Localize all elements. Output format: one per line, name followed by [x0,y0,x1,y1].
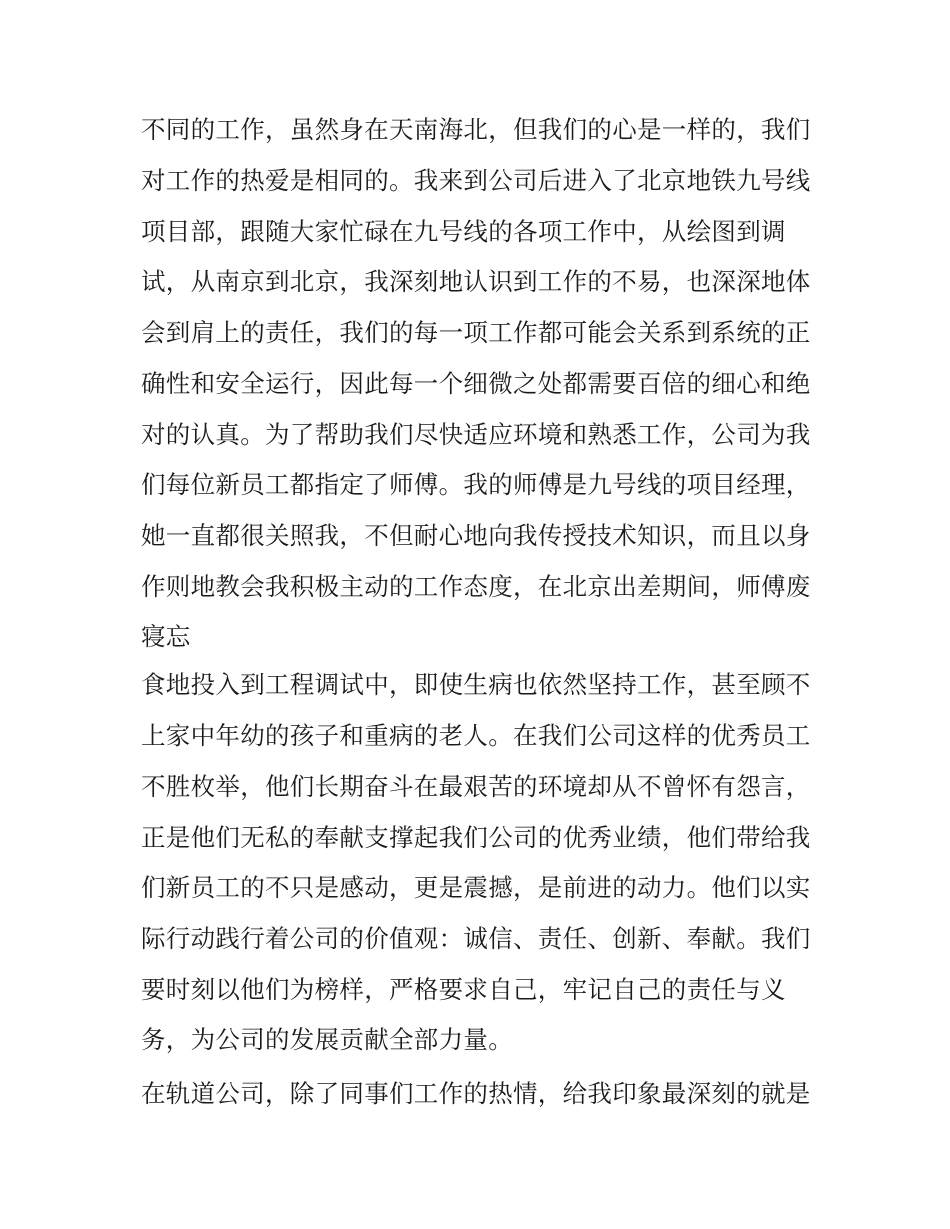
text-line: 要时刻以他们为榜样，严格要求自己，牢记自己的责任与义 [141,975,786,1004]
text-line: 寝忘 [141,622,191,651]
text-line: 务，为公司的发展贡献全部力量。 [141,1025,513,1054]
text-line: 会到肩上的责任，我们的每一项工作都可能会关系到系统的正 [141,318,811,347]
text-line: 们新员工的不只是感动，更是震撼，是前进的动力。他们以实 [141,873,811,902]
text-line: 正是他们无私的奉献支撑起我们公司的优秀业绩，他们带给我 [141,823,811,852]
text-line: 确性和安全运行，因此每一个细微之处都需要百倍的细心和绝 [141,369,811,398]
text-line: 她一直都很关照我，不但耐心地向我传授技术知识，而且以身 [141,521,811,550]
text-line: 试，从南京到北京，我深刻地认识到工作的不易，也深深地体 [141,267,811,296]
text-line: 不同的工作，虽然身在天南海北，但我们的心是一样的，我们 [141,115,811,144]
text-line: 们每位新员工都指定了师傅。我的师傅是九号线的项目经理， [141,470,811,499]
text-line: 在轨道公司，除了同事们工作的热情，给我印象最深刻的就是 [141,1079,811,1108]
text-line: 际行动践行着公司的价值观：诚信、责任、创新、奉献。我们 [141,924,811,953]
text-line: 上家中年幼的孩子和重病的老人。在我们公司这样的优秀员工 [141,721,811,750]
text-line: 作则地教会我积极主动的工作态度，在北京出差期间，师傅废 [141,572,811,601]
text-line: 对工作的热爱是相同的。我来到公司后进入了北京地铁九号线 [141,166,811,195]
text-line: 不胜枚举，他们长期奋斗在最艰苦的环境却从不曾怀有怨言， [141,772,811,801]
text-line: 对的认真。为了帮助我们尽快适应环境和熟悉工作，公司为我 [141,420,811,449]
text-line: 食地投入到工程调试中，即使生病也依然坚持工作，甚至顾不 [141,670,811,699]
text-line: 项目部，跟随大家忙碌在九号线的各项工作中，从绘图到调 [141,217,786,246]
